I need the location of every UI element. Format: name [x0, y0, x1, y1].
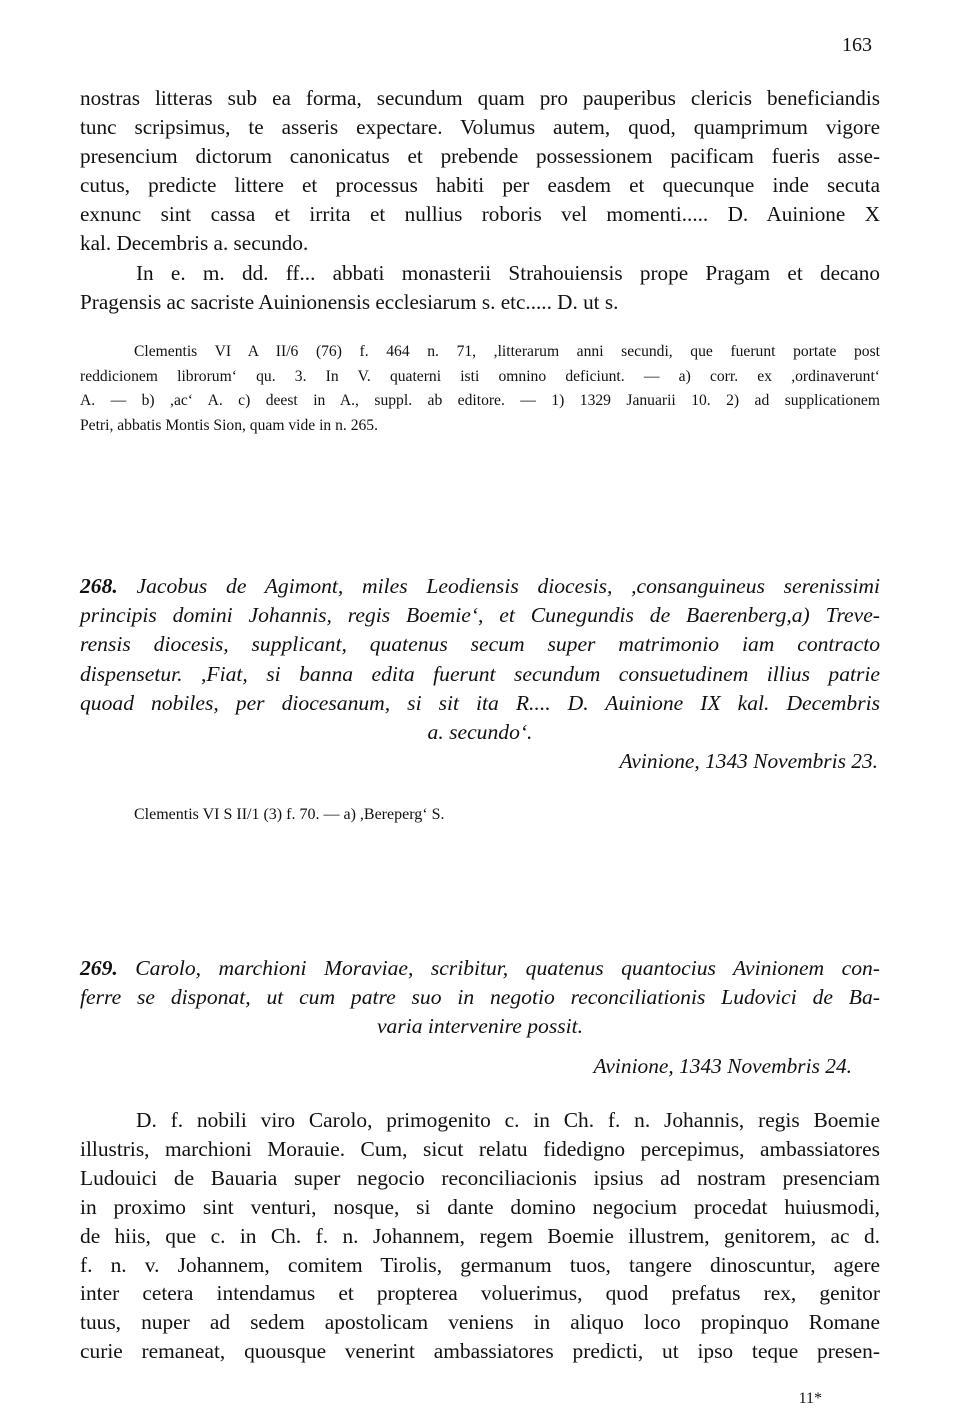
text-line: Pragensis ac sacriste Auinionensis ecclesiarum s. etc..... D. ut s.: [80, 289, 619, 314]
text-line: nostras litteras sub ea forma, secundum quam pro pauperibus clericis beneficiandis: [80, 86, 880, 110]
note-line: Petri, abbatis Montis Sion, quam vide in n. 265.: [80, 416, 379, 434]
letter-line: tuus, nuper ad sedem apostolicam veniens in aliquo loco propinquo Romane: [80, 1310, 880, 1335]
regest-line: rensis diocesis, supplicant, quatenus secum super matrimonio iam contracto: [80, 632, 880, 657]
date-line-268: Avinione, 1343 Novembris 23.: [619, 749, 878, 773]
regest-line: principis domini Johannis, regis Boemie‘, et Cunegundis de Baerenberg,a) Treve-: [80, 603, 880, 628]
letter-line: D. f. nobili viro Carolo, primogenito c. in Ch. f. n. Johannis, regis Boemie: [136, 1108, 880, 1132]
letter-line: in proximo sint venturi, nosque, si dante domino negocium procedat huiusmodi,: [80, 1194, 880, 1219]
entry-number: 268.: [80, 574, 118, 598]
regest-text: Jacobus de Agimont, miles Leodiensis diocesis, ,consanguineus serenissimi: [136, 574, 880, 598]
entry-number: 269.: [80, 956, 118, 980]
text-line: In e. m. dd. ff... abbati monasterii Strahouiensis prope Pragam et decano: [136, 260, 880, 285]
note-line: Clementis VI A II/6 (76) f. 464 n. 71, ,litterarum anni secundi, que fuerunt portate post: [134, 343, 880, 360]
regest-text: Carolo, marchioni Moraviae, scribitur, quatenus quantocius Avinionem con-: [135, 956, 880, 980]
letter-line: illustris, marchioni Morauie. Cum, sicut relatu fidedigno percepimus, ambassiatores: [80, 1136, 880, 1161]
regest-first-line: [80, 572, 880, 601]
note-line: A. — b) ,ac‘ A. c) deest in A., suppl. ab editore. — 1) 1329 Januarii 10. 2) ad supplicationem: [80, 392, 880, 409]
date-line-269: Avinione, 1343 Novembris 24.: [593, 1054, 852, 1078]
letter-line: Ludouici de Bauaria super negocio reconciliacionis ipsius ad nostram presenciam: [80, 1165, 880, 1190]
text-line: tunc scripsimus, te asseris expectare. Volumus autem, quod, quamprimum vigore: [80, 115, 880, 140]
regest-line: quoad nobiles, per diocesanum, si sit ita R.... D. Auinione IX kal. Decembris: [80, 690, 880, 715]
regest-line: dispensetur. ,Fiat, si banna edita fuerunt secundum consuetudinem illius patrie: [80, 661, 880, 686]
regest-268: [80, 572, 880, 747]
notes-267: [80, 340, 880, 438]
text-line: cutus, predicte littere et processus habiti per easdem et quecunque inde secuta: [80, 173, 880, 198]
regest-line: a. secundo‘.: [427, 720, 533, 745]
letter-line: f. n. v. Johannem, comitem Tirolis, germanum tuos, tangere dinoscuntur, agere: [80, 1252, 880, 1277]
regest-line: ferre se disponat, ut cum patre suo in negotio reconciliationis Ludovici de Ba-: [80, 985, 880, 1010]
page-number: 163: [842, 34, 872, 56]
text-line: exnunc sint cassa et irrita et nullius roboris vel momenti..... D. Auinione X: [80, 202, 880, 227]
regest-269: [80, 954, 880, 1042]
note-line: reddicionem librorum‘ qu. 3. In V. quaterni isti omnino deficiunt. — a) corr. ex ,ordinaverunt‘: [80, 367, 880, 385]
regest-first-line: [80, 954, 880, 983]
signature-mark: 11*: [798, 1390, 822, 1407]
text-line: kal. Decembris a. secundo.: [80, 231, 309, 256]
source-note-268: Clementis VI S II/1 (3) f. 70. — a) ,Bereperg‘ S.: [134, 806, 445, 823]
letter-269: [80, 1106, 880, 1366]
regest-line: varia intervenire possit.: [376, 1014, 584, 1039]
letter-line: inter cetera intendamus et propterea voluerimus, quod prefatus rex, genitor: [80, 1281, 880, 1306]
letter-line: curie remaneat, quousque venerint ambassiatores predicti, ut ipso teque presen-: [80, 1339, 880, 1364]
text-line: presencium dictorum canonicatus et prebende possessionem pacificam fueris asse-: [80, 144, 880, 169]
top-paragraph: [80, 84, 880, 317]
letter-line: de hiis, que c. in Ch. f. n. Johannem, regem Boemie illustrem, genitorem, ac d.: [80, 1223, 880, 1248]
